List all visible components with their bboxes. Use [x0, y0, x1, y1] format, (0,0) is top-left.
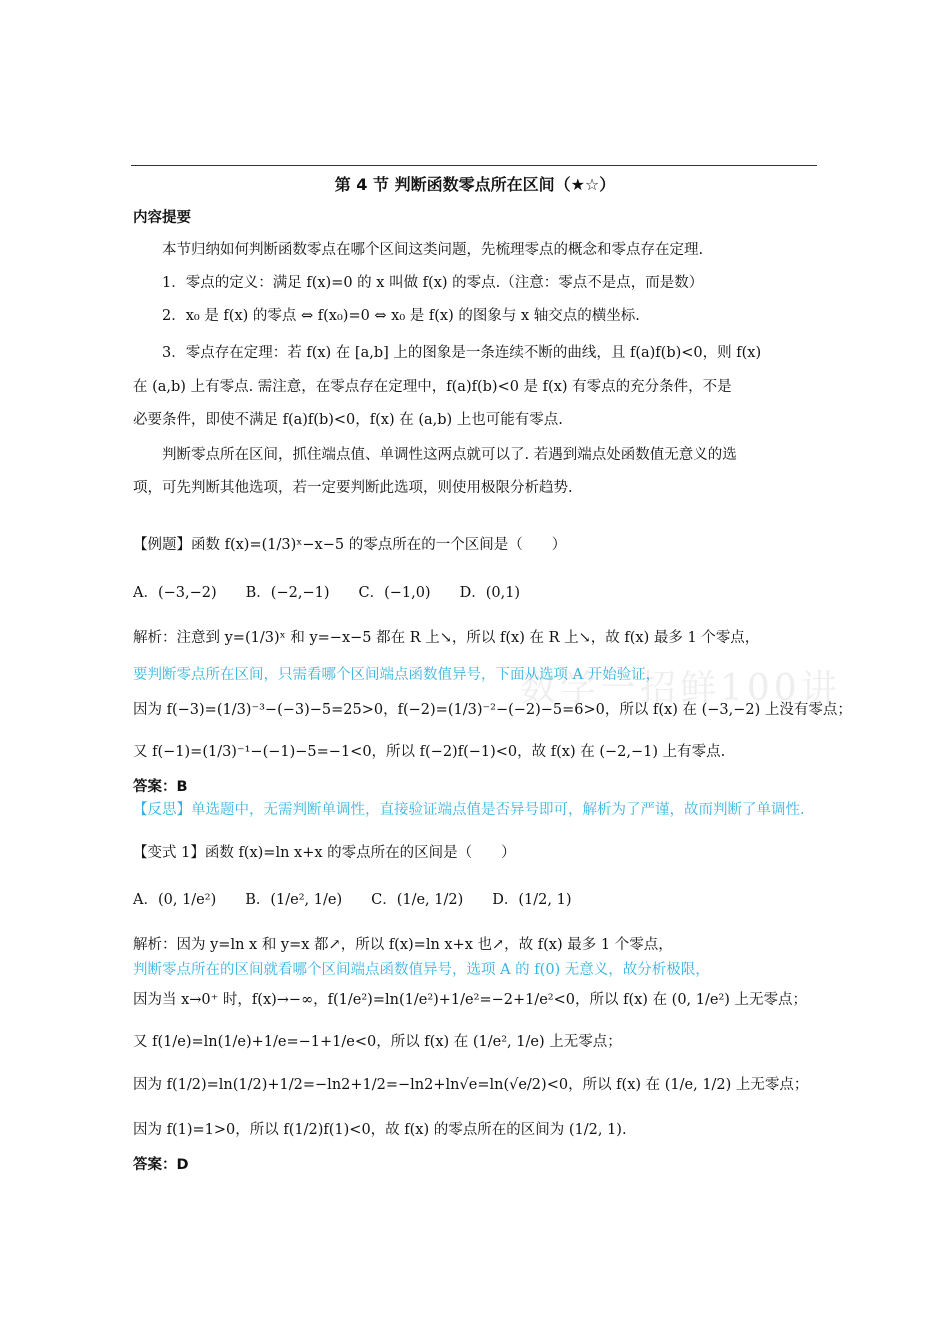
- variant-answer: 答案：D: [133, 1157, 189, 1173]
- top-divider: [131, 165, 817, 166]
- watermark: 数学一招鲜100讲: [520, 668, 841, 709]
- zero-equivalence: 2．x₀ 是 f(x) 的零点 ⇔ f(x₀)=0 ⇔ x₀ 是 f(x) 的图象与 x 轴交点的横坐标.: [162, 308, 640, 324]
- variant-solution: 因为 f(1)=1>0，所以 f(1/2)f(1)<0，故 f(x) 的零点所在的区间为 (1/2, 1).: [133, 1122, 627, 1138]
- example-solution-hint: 要判断零点所在区间，只需看哪个区间端点函数值异号，下面从选项 A 开始验证，: [133, 667, 661, 683]
- existence-theorem: 3．零点存在定理：若 f(x) 在 [a,b] 上的图象是一条连续不断的曲线，且 f(a)f(b)<0，则 f(x): [162, 345, 762, 361]
- example-answer: 答案：B: [133, 779, 188, 795]
- summary-heading: 内容提要: [133, 210, 191, 226]
- variant-solution: 又 f(1/e)=ln(1/e)+1/e=−1+1/e<0，所以 f(x) 在 (1/e², 1/e) 上无零点；: [133, 1034, 622, 1050]
- example-solution: 解析：注意到 y=(1/3)ˣ 和 y=−x−5 都在 R 上↘，所以 f(x) 在 R 上↘，故 f(x) 最多 1 个零点，: [133, 630, 760, 646]
- example-solution: 又 f(−1)=(1/3)⁻¹−(−1)−5=−1<0，所以 f(−2)f(−1)<0，故 f(x) 在 (−2,−1) 上有零点.: [133, 744, 726, 760]
- existence-theorem-cont: 在 (a,b) 上有零点. 需注意，在零点存在定理中，f(a)f(b)<0 是 f(x) 有零点的充分条件，不是: [133, 379, 732, 395]
- example-options: A．(−3,−2) B．(−2,−1) C．(−1,0) D．(0,1): [133, 585, 521, 601]
- example-question: 【例题】函数 f(x)=(1/3)ˣ−x−5 的零点所在的一个区间是（ ）: [133, 537, 567, 553]
- example-solution: 因为 f(−3)=(1/3)⁻³−(−3)−5=25>0，f(−2)=(1/3)⁻²−(−2)−5=6>0，所以 f(x) 在 (−3,−2) 上没有零点；: [133, 702, 852, 718]
- variant-solution-hint: 判断零点所在的区间就看哪个区间端点函数值异号，选项 A 的 f(0) 无意义，故分析极限，: [133, 962, 710, 978]
- method-tip-cont: 项，可先判断其他选项，若一定要判断此选项，则使用极限分析趋势.: [133, 480, 573, 496]
- method-tip: 判断零点所在区间，抓住端点值、单调性这两点就可以了. 若遇到端点处函数值无意义的选: [162, 447, 737, 463]
- variant-solution: 因为 f(1/2)=ln(1/2)+1/2=−ln2+1/2=−ln2+ln√e=ln(√e/2)<0，所以 f(x) 在 (1/e, 1/2) 上无零点；: [133, 1077, 809, 1093]
- example-reflection: 【反思】单选题中，无需判断单调性，直接验证端点值是否异号即可，解析为了严谨，故而判断了单调性.: [133, 802, 805, 818]
- section-title: 第 4 节 判断函数零点所在区间（★☆）: [334, 175, 616, 194]
- existence-theorem-cont: 必要条件，即使不满足 f(a)f(b)<0，f(x) 在 (a,b) 上也可能有零点.: [133, 412, 563, 428]
- zero-definition: 1．零点的定义：满足 f(x)=0 的 x 叫做 f(x) 的零点.（注意：零点不是点，而是数）: [162, 275, 704, 291]
- variant-question: 【变式 1】函数 f(x)=ln x+x 的零点所在的区间是（ ）: [133, 845, 516, 861]
- summary-intro: 本节归纳如何判断函数零点在哪个区间这类问题，先梳理零点的概念和零点存在定理.: [162, 242, 704, 258]
- variant-solution: 因为当 x→0⁺ 时，f(x)→−∞，f(1/e²)=ln(1/e²)+1/e²=−2+1/e²<0，所以 f(x) 在 (0, 1/e²) 上无零点；: [133, 992, 808, 1008]
- variant-options: A．(0, 1/e²) B．(1/e², 1/e) C．(1/e, 1/2) D．(1/2, 1): [133, 892, 572, 908]
- variant-solution: 解析：因为 y=ln x 和 y=x 都↗，所以 f(x)=ln x+x 也↗，故 f(x) 最多 1 个零点，: [133, 937, 673, 953]
